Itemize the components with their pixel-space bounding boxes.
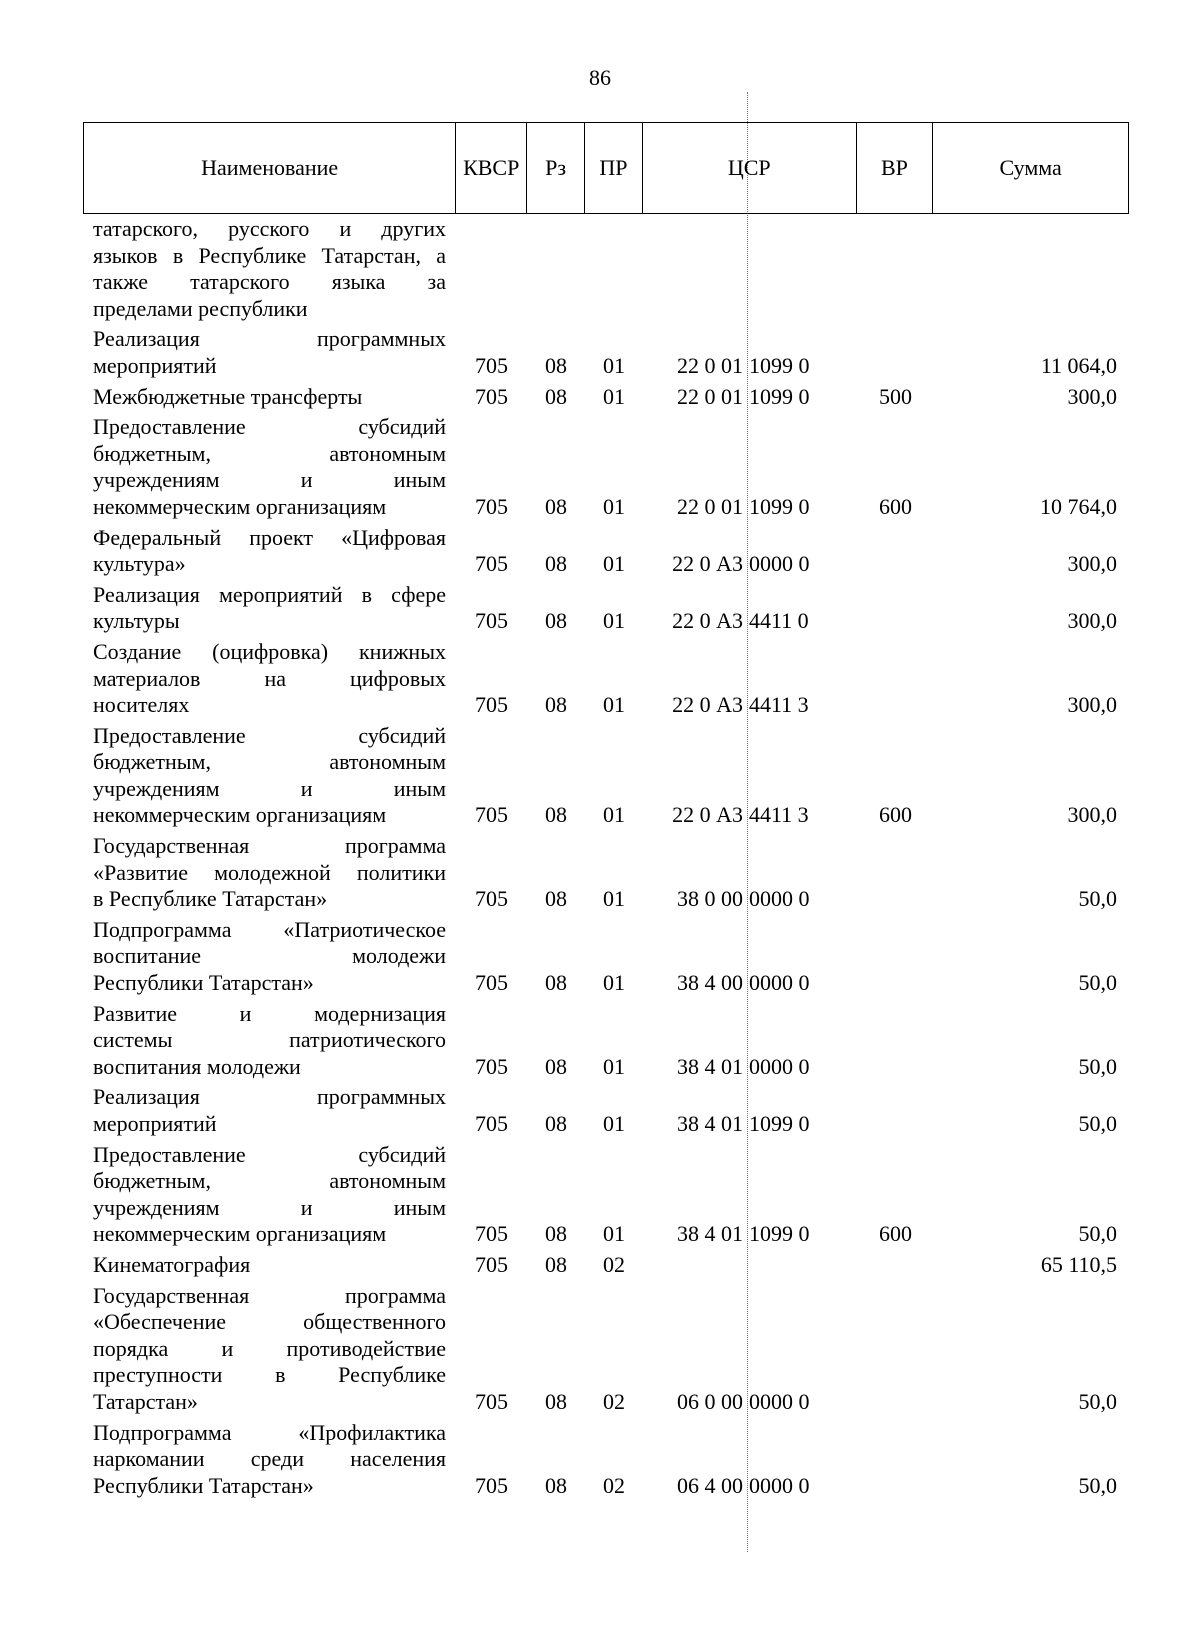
- row-csr-prefix: 22 0 А3: [672, 692, 743, 718]
- row-name-line: мероприятий: [93, 1111, 217, 1136]
- row-csr-suffix: 4411 3: [749, 692, 809, 718]
- row-name-line: Развитие и модернизация: [93, 1000, 446, 1026]
- table-row: [83, 723, 1129, 829]
- row-csr-prefix: 38 4 01: [677, 1111, 743, 1136]
- row-rz: 08: [545, 886, 567, 912]
- table-row: [83, 1084, 1129, 1137]
- table-row: [83, 384, 1129, 411]
- row-csr-prefix: 06 0 00: [677, 1388, 743, 1414]
- row-pr: 01: [603, 1053, 625, 1079]
- row-name: [83, 326, 456, 379]
- row-csr-suffix: 1099 0: [749, 352, 810, 378]
- row-csr-suffix: 1099 0: [749, 383, 810, 409]
- header-rz: Рз: [527, 123, 585, 213]
- row-name-line: учреждениям и иным: [93, 467, 446, 493]
- row-name-line: Создание (оцифровка) книжных: [93, 638, 446, 664]
- row-name: [83, 384, 456, 411]
- row-rz: 08: [545, 1111, 567, 1136]
- row-csr: [643, 886, 857, 913]
- row-name-line: Реализация программных: [93, 1084, 446, 1110]
- row-kvsr: 705: [475, 1111, 508, 1136]
- row-kvsr: 705: [475, 970, 508, 996]
- row-pr: 02: [603, 1472, 625, 1498]
- row-name: [83, 216, 456, 322]
- table-body: [83, 216, 1129, 1503]
- row-name-line: татарского, русского и других: [93, 216, 446, 241]
- row-kvsr: 705: [475, 1221, 508, 1247]
- table-row: [83, 1420, 1129, 1500]
- row-sum: 10 764,0: [1040, 493, 1117, 519]
- row-name-line: Федеральный проект «Цифровая: [93, 524, 446, 550]
- row-name-line: наркомании среди населения: [93, 1446, 446, 1472]
- row-csr: [643, 802, 857, 829]
- row-vr: 600: [879, 802, 912, 828]
- row-name: [83, 1252, 456, 1279]
- row-name-line: Государственная программа: [93, 833, 446, 859]
- table-row: [83, 216, 1129, 322]
- row-rz: 08: [545, 1053, 567, 1079]
- row-csr-suffix: 1099 0: [749, 1111, 810, 1136]
- row-name: [83, 414, 456, 520]
- row-name: [83, 723, 456, 829]
- table-row: [83, 326, 1129, 379]
- table-row: [83, 1001, 1129, 1081]
- row-pr: 01: [603, 352, 625, 378]
- row-name: [83, 1084, 456, 1137]
- row-sum: 50,0: [1078, 1221, 1117, 1247]
- header-name: Наименование: [84, 123, 456, 213]
- row-kvsr: 705: [475, 352, 508, 378]
- row-name: [83, 1142, 456, 1248]
- row-name-line: Кинематография: [93, 1251, 251, 1277]
- row-csr: [643, 384, 857, 411]
- row-sum: 300,0: [1067, 551, 1117, 577]
- row-rz: 08: [545, 1251, 567, 1277]
- row-csr-prefix: 22 0 А3: [672, 608, 743, 634]
- row-csr-prefix: 22 0 01: [677, 383, 743, 409]
- row-pr: 02: [603, 1388, 625, 1414]
- row-name-line: Республики Татарстан»: [93, 1472, 314, 1498]
- row-name-line: Республики Татарстан»: [93, 970, 314, 996]
- row-pr: 02: [603, 1251, 625, 1277]
- row-name-line: бюджетным, автономным: [93, 440, 446, 466]
- row-name-line: воспитание молодежи: [93, 943, 446, 969]
- row-name-line: языков в Республике Татарстан, а: [93, 242, 446, 268]
- table-row: [83, 525, 1129, 578]
- row-kvsr: 705: [475, 886, 508, 912]
- row-name-line: некоммерческим организациям: [93, 802, 387, 828]
- row-kvsr: 705: [475, 692, 508, 718]
- row-csr-prefix: 22 0 А3: [672, 551, 743, 577]
- row-name-line: Предоставление субсидий: [93, 414, 446, 440]
- row-csr-prefix: 38 4 01: [677, 1053, 743, 1079]
- table-row: [83, 1142, 1129, 1248]
- row-name-line: носителях: [93, 692, 190, 718]
- row-sum: 300,0: [1067, 802, 1117, 828]
- row-name-line: Татарстан»: [93, 1388, 198, 1414]
- row-rz: 08: [545, 1472, 567, 1498]
- row-name-line: бюджетным, автономным: [93, 749, 446, 775]
- row-name-line: Реализация мероприятий в сфере: [93, 581, 446, 607]
- row-kvsr: 705: [475, 1472, 508, 1498]
- row-csr: [643, 1473, 857, 1500]
- row-rz: 08: [545, 692, 567, 718]
- row-name: [83, 1283, 456, 1416]
- row-name-line: порядка и противодействие: [93, 1335, 446, 1361]
- table-header: [83, 122, 1129, 214]
- row-kvsr: 705: [475, 1251, 508, 1277]
- row-pr: 01: [603, 886, 625, 912]
- row-name-line: Предоставление субсидий: [93, 1141, 446, 1167]
- row-sum: 50,0: [1078, 1053, 1117, 1079]
- row-rz: 08: [545, 352, 567, 378]
- row-pr: 01: [603, 551, 625, 577]
- row-rz: 08: [545, 1221, 567, 1247]
- row-rz: 08: [545, 551, 567, 577]
- row-pr: 01: [603, 802, 625, 828]
- row-name-line: Межбюджетные трансферты: [93, 383, 363, 409]
- table-row: [83, 833, 1129, 913]
- row-sum: 300,0: [1067, 692, 1117, 718]
- row-csr-suffix: 0000 0: [749, 886, 810, 912]
- row-pr: 01: [603, 1221, 625, 1247]
- row-name-line: воспитания молодежи: [93, 1053, 301, 1079]
- page-number: 86: [589, 65, 611, 90]
- row-sum: 50,0: [1078, 1388, 1117, 1414]
- row-csr-suffix: 1099 0: [749, 493, 810, 519]
- row-pr: 01: [603, 383, 625, 409]
- row-vr: 600: [879, 493, 912, 519]
- row-csr-prefix: 38 4 01: [677, 1221, 743, 1247]
- row-csr-suffix: 4411 3: [749, 802, 809, 828]
- table-row: [83, 917, 1129, 997]
- row-pr: 01: [603, 970, 625, 996]
- table-row: [83, 414, 1129, 520]
- row-name-line: Предоставление субсидий: [93, 722, 446, 748]
- row-sum: 300,0: [1067, 608, 1117, 634]
- row-pr: 01: [603, 1111, 625, 1136]
- row-csr-suffix: 0000 0: [749, 1388, 810, 1414]
- table-row: [83, 639, 1129, 719]
- row-name-line: бюджетным, автономным: [93, 1168, 446, 1194]
- row-kvsr: 705: [475, 551, 508, 577]
- row-name: [83, 917, 456, 997]
- row-csr-prefix: 22 0 01: [677, 493, 743, 519]
- row-sum: 300,0: [1067, 383, 1117, 409]
- row-name-line: культура»: [93, 551, 186, 577]
- row-csr-suffix: 0000 0: [749, 970, 810, 996]
- row-name-line: Государственная программа: [93, 1282, 446, 1308]
- row-sum: 11 064,0: [1040, 352, 1117, 378]
- row-name-line: некоммерческим организациям: [93, 1221, 387, 1247]
- row-name: [83, 1420, 456, 1500]
- row-name-line: системы патриотического: [93, 1027, 446, 1053]
- row-name: [83, 582, 456, 635]
- row-sum: 50,0: [1078, 970, 1117, 996]
- header-pr: ПР: [585, 123, 643, 213]
- row-csr: [643, 1054, 857, 1081]
- row-name-line: некоммерческим организациям: [93, 493, 387, 519]
- row-name: [83, 1001, 456, 1081]
- header-sum: Сумма: [999, 155, 1062, 180]
- row-name: [83, 639, 456, 719]
- row-name-line: материалов на цифровых: [93, 665, 446, 691]
- row-csr-prefix: 38 4 00: [677, 970, 743, 996]
- row-sum: 50,0: [1078, 1472, 1117, 1498]
- row-name-line: «Развитие молодежной политики: [93, 859, 446, 885]
- row-csr: [643, 1389, 857, 1416]
- row-name-line: Подпрограмма «Патриотическое: [93, 916, 446, 942]
- row-csr: [643, 608, 857, 635]
- row-rz: 08: [545, 1388, 567, 1414]
- header-csr: ЦСР: [643, 123, 857, 213]
- row-csr: [643, 551, 857, 578]
- row-pr: 01: [603, 692, 625, 718]
- header-vr: ВР: [857, 123, 934, 213]
- row-csr: [643, 353, 857, 380]
- row-csr-suffix: 0000 0: [749, 1472, 810, 1498]
- row-name-line: Подпрограмма «Профилактика: [93, 1419, 446, 1445]
- row-name: [83, 525, 456, 578]
- table-row: [83, 1283, 1129, 1416]
- row-csr-prefix: 22 0 01: [677, 352, 743, 378]
- row-name-line: также татарского языка за: [93, 269, 446, 295]
- row-rz: 08: [545, 802, 567, 828]
- row-name-line: в Республике Татарстан»: [93, 886, 328, 912]
- row-csr-suffix: 0000 0: [749, 551, 810, 577]
- row-sum: 50,0: [1078, 886, 1117, 912]
- row-csr: [643, 970, 857, 997]
- row-rz: 08: [545, 493, 567, 519]
- row-kvsr: 705: [475, 802, 508, 828]
- row-csr: [643, 1111, 857, 1138]
- row-name-line: «Обеспечение общественного: [93, 1309, 446, 1335]
- row-csr-suffix: 1099 0: [749, 1221, 810, 1247]
- row-kvsr: 705: [475, 608, 508, 634]
- row-sum: 50,0: [1078, 1111, 1117, 1136]
- row-vr: 600: [879, 1221, 912, 1247]
- row-rz: 08: [545, 970, 567, 996]
- table-row: [83, 582, 1129, 635]
- row-kvsr: 705: [475, 1388, 508, 1414]
- row-pr: 01: [603, 608, 625, 634]
- row-name: [83, 833, 456, 913]
- row-name-line: мероприятий: [93, 352, 217, 378]
- row-csr-suffix: 4411 0: [749, 608, 809, 634]
- row-kvsr: 705: [475, 383, 508, 409]
- row-sum: 65 110,5: [1040, 1251, 1117, 1277]
- table-row: [83, 1252, 1129, 1279]
- row-name-line: учреждениям и иным: [93, 775, 446, 801]
- row-csr: [643, 494, 857, 521]
- row-name-line: пределами республики: [93, 295, 308, 321]
- header-kvsr: КВСР: [456, 123, 527, 213]
- row-csr-prefix: 06 4 00: [677, 1472, 743, 1498]
- row-name-line: учреждениям и иным: [93, 1194, 446, 1220]
- row-csr: [643, 692, 857, 719]
- row-name-line: преступности в Республике: [93, 1362, 446, 1388]
- row-name-line: Реализация программных: [93, 326, 446, 352]
- row-kvsr: 705: [475, 1053, 508, 1079]
- row-pr: 01: [603, 493, 625, 519]
- row-csr: [643, 1221, 857, 1248]
- row-csr-suffix: 0000 0: [749, 1053, 810, 1079]
- row-rz: 08: [545, 608, 567, 634]
- row-name-line: культуры: [93, 608, 180, 634]
- row-kvsr: 705: [475, 493, 508, 519]
- row-csr-prefix: 38 0 00: [677, 886, 743, 912]
- row-rz: 08: [545, 383, 567, 409]
- row-csr-prefix: 22 0 А3: [672, 802, 743, 828]
- row-vr: 500: [879, 383, 912, 409]
